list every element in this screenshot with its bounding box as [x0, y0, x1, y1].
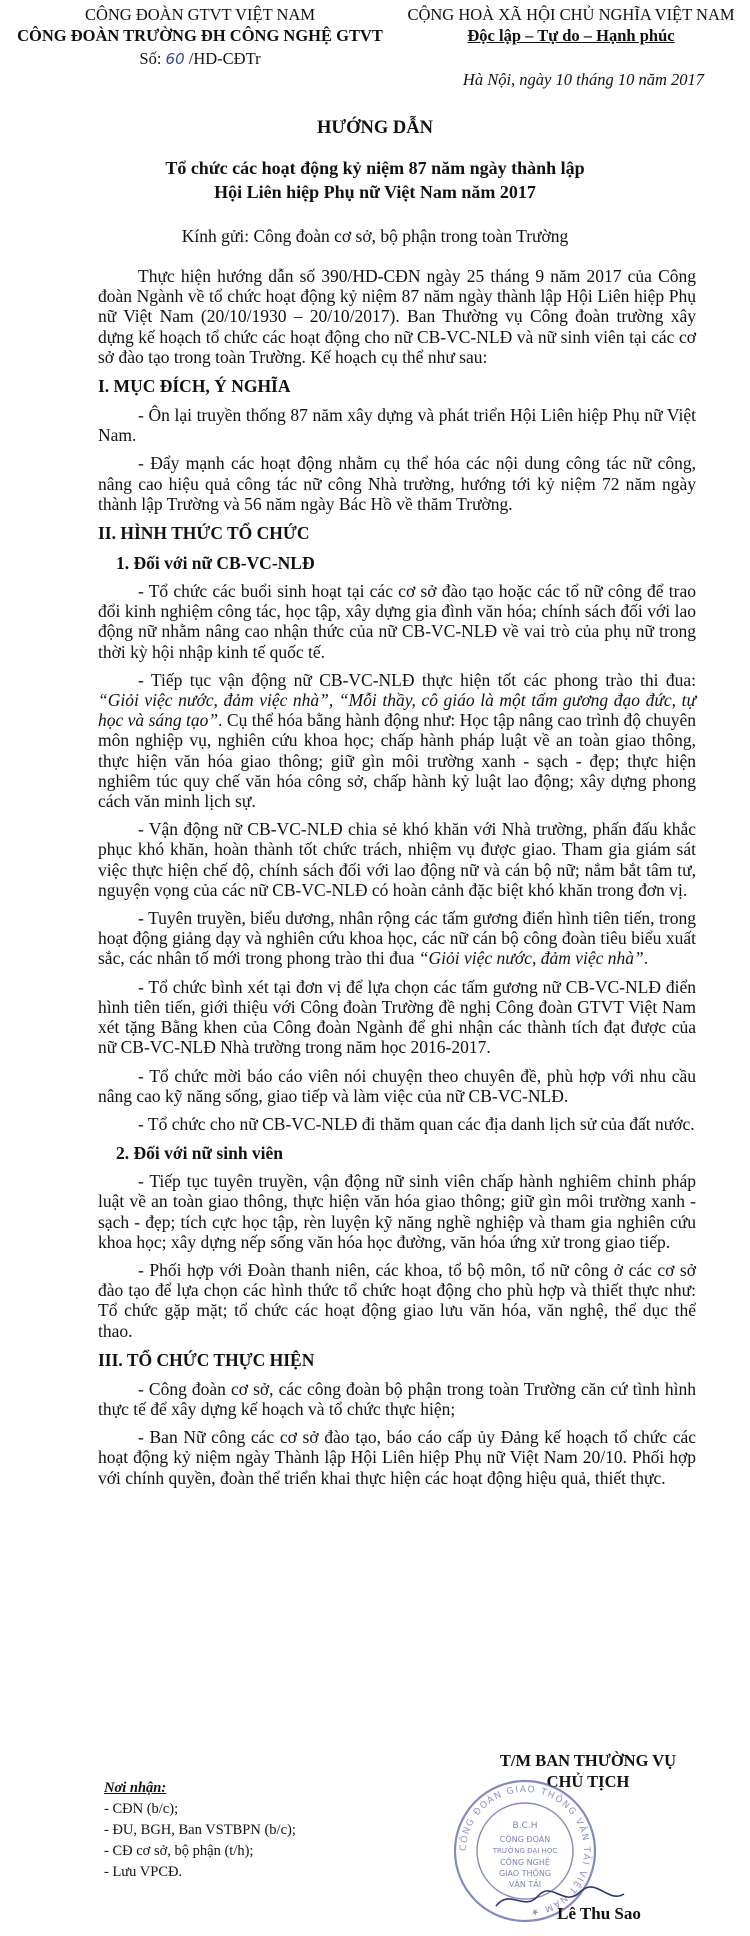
stamp-line: CÔNG NGHỆ: [500, 1858, 550, 1867]
section-2-heading: II. HÌNH THỨC TỔ CHỨC: [98, 523, 310, 544]
stamp-center-top: B.C.H: [512, 1821, 538, 1831]
text-run: .: [643, 948, 649, 969]
stamp-line: TRƯỜNG ĐẠI HỌC: [492, 1847, 558, 1855]
paragraph: - Ôn lại truyền thống 87 năm xây dựng và phát triển Hội Liên hiệp Phụ nữ Việt Nam.: [98, 405, 696, 446]
paragraph: [98, 670, 696, 811]
stamp-line: GIAO THÔNG: [498, 1869, 552, 1878]
emulation-motto: “Giỏi việc nước, đảm việc nhà”, “Mỗi thầy, cô giáo là một tấm gương đạo đức, tự học và sáng tạo”: [98, 690, 696, 731]
signer-position: CHỦ TỊCH: [546, 1772, 630, 1791]
text-run: . Cụ thể hóa bằng hành động như: Học tập nâng cao trình độ chuyên môn nghiệp vụ, nghiên cứu khoa học; chấp hành pháp luật về an toàn giao thông, thực hiện văn hóa giao thông; giữ gìn môi trường xanh - sạch - đẹp; thực hiện nghiêm túc quy chế văn hóa công sở, chấp hành kỷ luật lao động; xây dựng phong cách văn minh lịch sự.: [98, 710, 696, 812]
number-value: 60: [165, 50, 185, 68]
svg-text:CÔNG ĐOÀN GIAO THÔNG VẬN TẢI V: CÔNG ĐOÀN GIAO THÔNG VẬN TẢI VIỆT NAM ★: [458, 1784, 592, 1917]
issuer-block: [14, 4, 386, 70]
paragraph: - Vận động nữ CB-VC-NLĐ chia sẻ khó khăn với Nhà trường, phấn đấu khắc phục khó khăn, hoàn thành tốt chức trách, nhiệm vụ được giao. Tham gia giám sát việc thực hiện chế độ, chính sách đối với lao động nữ và cán bộ nữ; nắm bắt tâm tư, nguyện vọng của các nữ CB-VC-NLĐ có hoàn cảnh đặc biệt khó khăn trong đơn vị.: [98, 819, 696, 900]
document-date: Hà Nội, ngày 10 tháng 10 năm 2017: [462, 70, 704, 89]
paragraph: - Đẩy mạnh các hoạt động nhằm cụ thể hóa các nội dung công tác nữ công, nâng cao hiệu quả công tác nữ công Nhà trường, hướng tới kỷ niệm 72 năm ngày thành lập Trường và 56 năm ngày Bác Hồ về thăm Trường.: [98, 453, 696, 514]
recipients-label: Nơi nhận:: [104, 1780, 167, 1796]
paragraph: - Công đoàn cơ sở, các công đoàn bộ phận trong toàn Trường căn cứ tình hình thực tế để xây dựng kế hoạch và tổ chức thực hiện;: [98, 1378, 696, 1419]
recipient-item: - Lưu VPCĐ.: [104, 1864, 183, 1880]
issuer-org: CÔNG ĐOÀN GTVT VIỆT NAM: [84, 5, 316, 24]
section-1-heading: I. MỤC ĐÍCH, Ý NGHĨA: [98, 376, 291, 397]
stamp-line: VẬN TẢI: [508, 1880, 542, 1889]
country-name: CỘNG HOÀ XÃ HỘI CHỦ NGHĨA VIỆT NAM: [407, 5, 735, 24]
document-title: HƯỚNG DẪN: [317, 118, 433, 138]
number-suffix: /HD-CĐTr: [188, 49, 261, 68]
document-body: [98, 266, 696, 1496]
national-motto: Độc lập – Tự do – Hạnh phúc: [467, 26, 675, 45]
national-header: [398, 4, 744, 46]
subtitle-line-2: Hội Liên hiệp Phụ nữ Việt Nam năm 2017: [214, 182, 536, 202]
paragraph: - Tổ chức cho nữ CB-VC-NLĐ đi thăm quan các địa danh lịch sử của đất nước.: [138, 1113, 695, 1134]
subsection-1-heading: 1. Đối với nữ CB-VC-NLĐ: [116, 553, 315, 574]
paragraph: - Tổ chức mời báo cáo viên nói chuyện theo chuyên đề, phù hợp với nhu cầu nâng cao kỹ năng sống, giao tiếp và làm việc của nữ CB-VC-NLĐ.: [98, 1065, 696, 1106]
paragraph: [98, 908, 696, 969]
paragraph: - Tổ chức bình xét tại đơn vị để lựa chọn các tấm gương nữ CB-VC-NLĐ điển hình tiên tiến, giới thiệu với Công đoàn Trường đề nghị Công đoàn GTVT Việt Nam xét tặng Bằng khen của Công đoàn Ngành để ghi nhận các thành tích đạt được của nữ CB-VC-NLĐ Nhà trường trong năm học 2016-2017.: [98, 976, 696, 1058]
stamp-line: CÔNG ĐOÀN: [499, 1835, 551, 1844]
paragraph: - Tổ chức các buổi sinh hoạt tại các cơ sở đào tạo hoặc các tổ nữ công để trao đổi kinh nghiệm công tác, học tập, xây dựng gia đình văn hóa; chính sách đối với lao động nữ nhằm nâng cao nhận thức của nữ CB-VC-NLĐ về vai trò của phụ nữ trong thời kỳ hội nhập kinh tế quốc tế.: [98, 581, 696, 662]
paragraph: - Phối hợp với Đoàn thanh niên, các khoa, tổ bộ môn, tổ nữ công ở các cơ sở đào tạo để lựa chọn các hình thức tổ chức hoạt động cho phù hợp và thiết thực như: Tổ chức gặp mặt; tổ chức các hoạt động giao lưu văn hóa, văn nghệ, thể dục thể thao.: [98, 1259, 696, 1341]
emulation-motto: “Giỏi việc nước, đảm việc nhà”: [418, 948, 644, 969]
intro-paragraph: Thực hiện hướng dẫn số 390/HD-CĐN ngày 25 tháng 9 năm 2017 của Công đoàn Ngành về tổ chức hoạt động kỷ niệm 87 năm ngày thành lập Hội Liên hiệp Phụ nữ Việt Nam (20/10/1930 – 20/10/2017). Ban Thường vụ Công đoàn trường xây dựng kế hoạch tổ chức các hoạt động cho nữ CB-VC-NLĐ và nữ sinh viên tại các cơ sở đào tạo trong toàn Trường. Kế hoạch cụ thể như sau:: [98, 266, 696, 367]
text-run: - Tuyên truyền, biểu dương, nhân rộng các tấm gương điển hình tiên tiến, trong hoạt động giảng dạy và nghiên cứu khoa học, các nữ cán bộ công đoàn tiêu biểu xuất sắc, các nhân tố mới trong phong trào thi đua: [98, 908, 696, 969]
issuer-sub-org: CÔNG ĐOÀN TRƯỜNG ĐH CÔNG NGHỆ GTVT: [17, 26, 383, 45]
text-run: - Tiếp tục vận động nữ CB-VC-NLĐ thực hiện tốt các phong trào thi đua:: [138, 669, 696, 690]
on-behalf-label: T/M BAN THƯỜNG VỤ: [499, 1751, 677, 1770]
subtitle-line-1: Tổ chức các hoạt động kỷ niệm 87 năm ngày thành lập: [165, 158, 585, 178]
paragraph: - Ban Nữ công các cơ sở đào tạo, báo cáo cấp ủy Đảng kế hoạch tổ chức các hoạt động kỷ niệm ngày Thành lập Hội Liên hiệp Phụ nữ Việt Nam 20/10. Phối hợp với chính quyền, đoàn thể triển khai thực hiện các hoạt động hiệu quả, thiết thực.: [98, 1427, 696, 1488]
recipients-block: [104, 1778, 444, 1883]
subsection-2-heading: 2. Đối với nữ sinh viên: [116, 1143, 284, 1164]
section-3-heading: III. TỔ CHỨC THỰC HIỆN: [98, 1349, 315, 1370]
greeting: Kính gửi: Công đoàn cơ sở, bộ phận trong toàn Trường: [181, 226, 569, 246]
document-subtitle: [60, 156, 690, 204]
signer-name: Lê Thu Sao: [557, 1904, 641, 1923]
document-number: [14, 48, 386, 70]
recipient-item: - CĐN (b/c);: [104, 1801, 179, 1817]
recipient-item: - ĐU, BGH, Ban VSTBPN (b/c);: [104, 1822, 296, 1838]
recipient-item: - CĐ cơ sở, bộ phận (t/h);: [104, 1843, 254, 1859]
number-prefix: Số:: [139, 49, 162, 68]
paragraph: - Tiếp tục tuyên truyền, vận động nữ sinh viên chấp hành nghiêm chỉnh pháp luật về an toàn giao thông, thực hiện văn hóa giao thông; giữ gìn môi trường xanh - sạch - đẹp; tích cực học tập, rèn luyện kỹ năng nghề nghiệp và tham gia nghiên cứu khoa học; xây dựng nếp sống văn hóa học đường, văn hóa ứng xử trong giao tiếp.: [98, 1171, 696, 1252]
